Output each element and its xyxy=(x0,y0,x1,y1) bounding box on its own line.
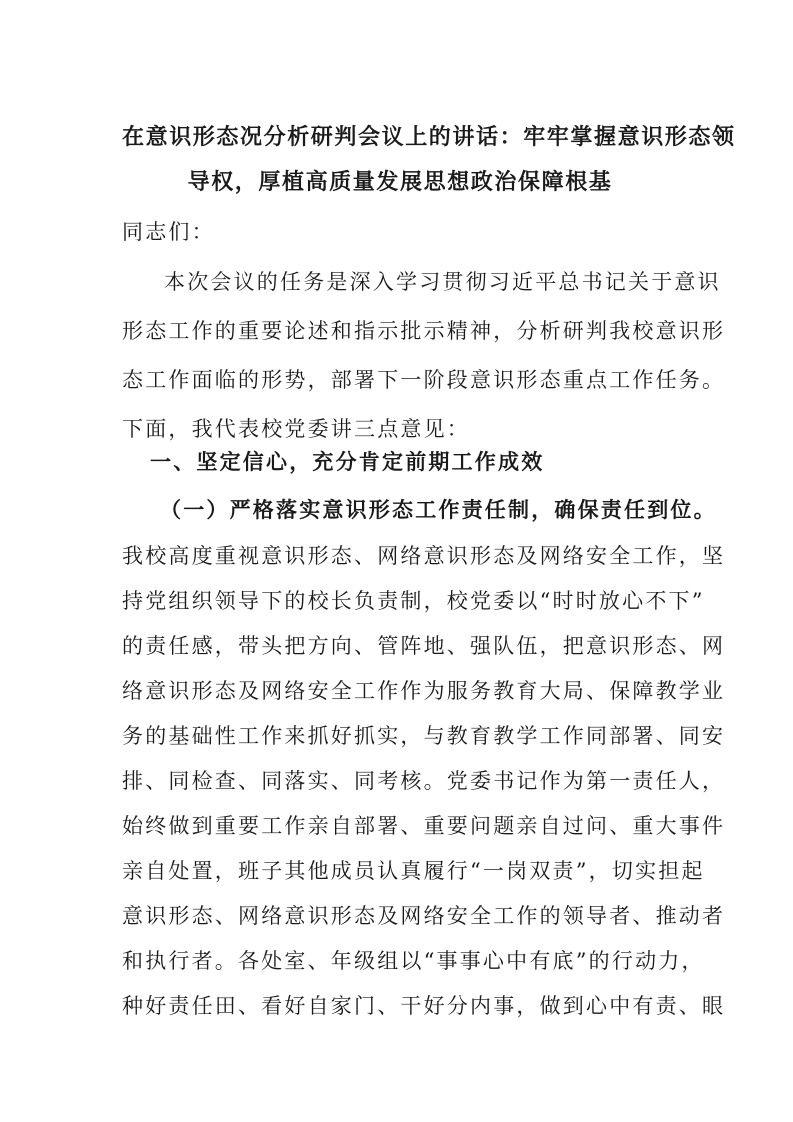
body-line-3: 的责任感，带头把方向、管阵地、强队伍，把意识形态、网 xyxy=(122,634,726,658)
section-1-heading: 一、坚定信心，充分肯定前期工作成效 xyxy=(150,449,545,474)
body-line-6: 排、同检查、同落实、同考核。党委书记作为第一责任人， xyxy=(122,769,726,793)
subsection-1-heading: （一）严格落实意识形态工作责任制，确保责任到位。 xyxy=(160,497,717,522)
intro-line-3: 态工作面临的形势，部署下一阶段意识形态重点工作任务。 xyxy=(122,368,726,392)
document-title-line-2: 导权，厚植高质量发展思想政治保障根基 xyxy=(187,169,613,195)
body-line-5: 务的基础性工作来抓好抓实，与教育教学工作同部署、同安 xyxy=(122,724,726,748)
body-line-8: 亲自处置，班子其他成员认真履行“一岗双责”，切实担起 xyxy=(122,859,705,883)
body-line-4: 络意识形态及网络安全工作作为服务教育大局、保障教学业 xyxy=(122,679,726,703)
intro-line-1: 本次会议的任务是深入学习贯彻习近平总书记关于意识 xyxy=(164,270,721,294)
body-line-7: 始终做到重要工作亲自部署、重要问题亲自过问、重大事件 xyxy=(122,814,726,838)
document-title-line-1: 在意识形态况分析研判会议上的讲话：牢牢掌握意识形态领 xyxy=(122,124,736,150)
body-line-9: 意识形态、网络意识形态及网络安全工作的领导者、推动者 xyxy=(122,904,726,928)
body-line-10: 和执行者。各处室、年级组以“事事心中有底”的行动力， xyxy=(122,949,705,973)
intro-line-2: 形态工作的重要论述和指示批示精神，分析研判我校意识形 xyxy=(122,319,726,343)
body-line-11: 种好责任田、看好自家门、干好分内事，做到心中有责、眼 xyxy=(122,994,726,1018)
intro-line-4: 下面，我代表校党委讲三点意见： xyxy=(122,417,470,441)
greeting: 同志们： xyxy=(122,220,215,244)
body-line-1: 我校高度重视意识形态、网络意识形态及网络安全工作，坚 xyxy=(122,544,726,568)
body-line-2: 持党组织领导下的校长负责制，校党委以“时时放心不下” xyxy=(122,589,705,613)
